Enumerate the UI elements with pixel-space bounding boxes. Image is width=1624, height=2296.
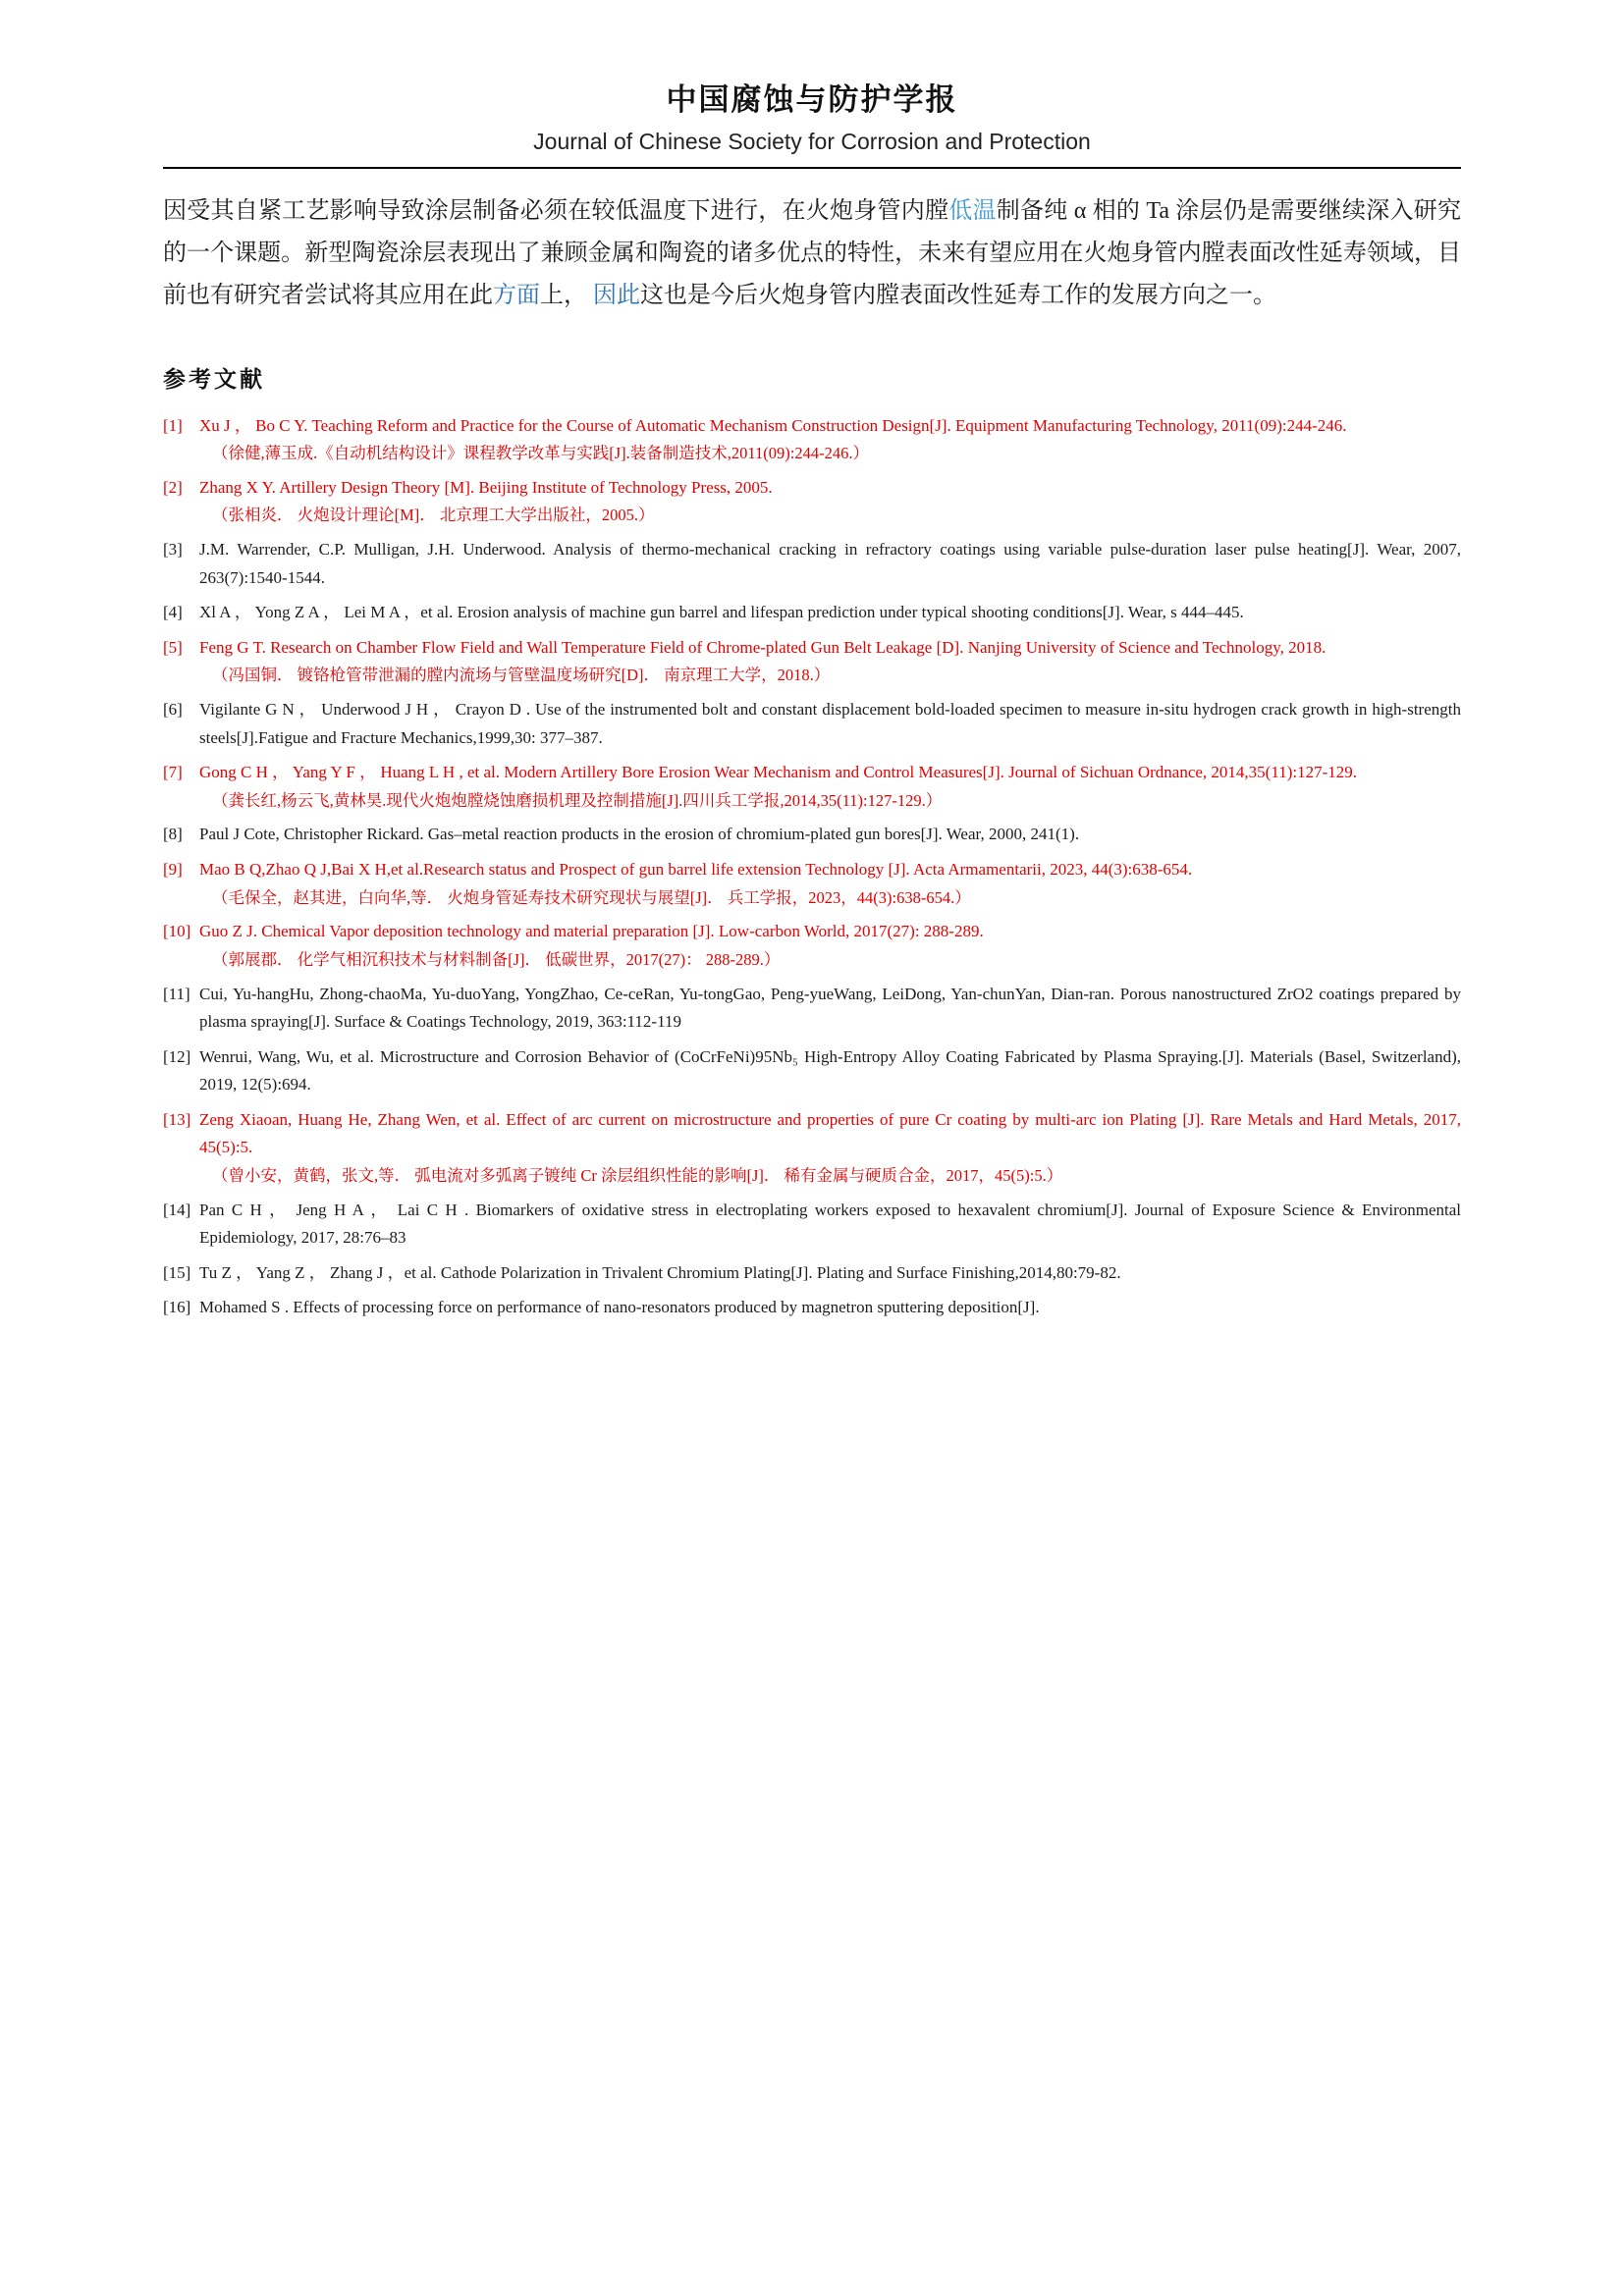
paragraph-segment: 这也是今后火炮身管内膛表面改性延寿工作的发展方向之一。	[640, 283, 1276, 309]
reference-chinese-translation: （张相炎． 火炮设计理论[M]． 北京理工大学出版社，2005.）	[212, 506, 655, 525]
reference-chinese-translation: （龚长红,杨云飞,黄林昊.现代火炮炮膛烧蚀磨损机理及控制措施[J].四川兵工学报,2014,35(11):127-129.）	[212, 790, 943, 810]
journal-title-english: Journal of Chinese Society for Corrosion and Protection	[533, 129, 1091, 154]
reference-text: Xl A ， Yong Z A ， Lei M A ，et al. Erosion analysis of machine gun barrel and lifespan prediction under typical shooting conditions[J]. Wear, s 444–445.	[199, 603, 1244, 622]
reference-number: [5]	[163, 637, 183, 657]
reference-item	[163, 1197, 1461, 1253]
paragraph-segment: 因受其自紧工艺影响导致涂层制备必须在较低温度下进行，在火炮身管内膛	[163, 198, 949, 224]
reference-number: [13]	[163, 1109, 191, 1129]
paragraph-segment: 制备纯 α 相的 Ta 涂层仍是需要继续深入研究的一个课题。新型陶瓷涂层表现出了兼顾金属和陶瓷的诸多优点的特性，未来有望应用在火炮身管内膛表面改性延寿领域，目前也有研究者尝试将其应用在此	[163, 198, 1462, 309]
reference-number: [3]	[163, 540, 183, 560]
reference-chinese-translation: （曾小安，黄鹤，张文,等． 弧电流对多弧离子镀纯 Cr 涂层组织性能的影响[J]． 稀有金属与硬质合金，2017，45(5):5.）	[212, 1165, 1063, 1185]
reference-number: [16]	[163, 1298, 191, 1317]
reference-chinese-translation: （毛保全，赵其进，白向华,等． 火炮身管延寿技术研究现状与展望[J]． 兵工学报，2023，44(3):638-654.）	[212, 887, 971, 907]
reference-item	[163, 412, 1461, 467]
reference-chinese-translation: （郭展郡． 化学气相沉积技术与材料制备[J]． 低碳世界，2017(27)： 288-289.）	[212, 949, 781, 969]
paragraph-segment: 因此	[593, 283, 640, 309]
reference-text: Paul J Cote, Christopher Rickard. Gas–metal reaction products in the erosion of chromium-plated gun bores[J]. Wear, 2000, 241(1).	[199, 825, 1080, 844]
reference-number: [8]	[163, 825, 183, 844]
reference-item	[163, 856, 1461, 911]
paragraph-segment: 方面	[493, 283, 540, 309]
reference-number: [14]	[163, 1200, 191, 1219]
reference-number: [4]	[163, 603, 183, 622]
reference-item	[163, 759, 1461, 814]
reference-text: Wenrui, Wang, Wu, et al. Microstructure and Corrosion Behavior of (CoCrFeNi)95Nb₅ High-Entropy Alloy Coating Fabricated by Plasma Spraying.[J]. Materials (Basel, Switzerland), 2019, 12(5):694.	[199, 1046, 1461, 1095]
reference-chinese-translation: （冯国铜． 镀铬枪管带泄漏的膛内流场与管壁温度场研究[D]． 南京理工大学，2018.）	[212, 666, 831, 685]
journal-header	[163, 75, 1461, 169]
reference-number: [7]	[163, 763, 183, 782]
reference-text: Gong C H ， Yang Y F ， Huang L H , et al. Modern Artillery Bore Erosion Wear Mechanism and Control Measures[J]. Journal of Sichuan Ordnance, 2014,35(11):127-129.	[199, 763, 1357, 782]
reference-item	[163, 634, 1461, 689]
reference-text: Vigilante G N ， Underwood J H ， Crayon D . Use of the instrumented bolt and constant displacement bold-loaded specimen to measure in-situ hydrogen crack growth in high-strength steels[J].Fatigue and Fracture Mechanics,1999,30: 377–387.	[199, 700, 1461, 747]
reference-number: [15]	[163, 1262, 191, 1282]
reference-number: [12]	[163, 1046, 191, 1066]
reference-number: [9]	[163, 859, 183, 879]
reference-number: [10]	[163, 922, 191, 941]
header-divider	[163, 167, 1461, 169]
reference-item	[163, 1294, 1461, 1322]
reference-item	[163, 1043, 1461, 1099]
reference-item	[163, 536, 1461, 592]
reference-number: [1]	[163, 415, 183, 435]
reference-item	[163, 918, 1461, 973]
reference-text: Xu J ， Bo C Y. Teaching Reform and Practice for the Course of Automatic Mechanism Construction Design[J]. Equipment Manufacturing Technology, 2011(09):244-246.	[199, 415, 1347, 435]
reference-text: Feng G T. Research on Chamber Flow Field and Wall Temperature Field of Chrome-plated Gun Belt Leakage [D]. Nanjing University of Science and Technology, 2018.	[199, 637, 1326, 657]
reference-item	[163, 696, 1461, 752]
references-heading: 参考文献	[163, 366, 265, 392]
reference-item	[163, 599, 1461, 627]
reference-text: J.M. Warrender, C.P. Mulligan, J.H. Underwood. Analysis of thermo-mechanical cracking in refractory coatings using variable pulse-duration laser pulse heating[J]. Wear, 2007, 263(7):1540-1544.	[199, 540, 1461, 587]
reference-chinese-translation: （徐健,薄玉成.《自动机结构设计》课程教学改革与实践[J].装备制造技术,2011(09):244-246.）	[212, 444, 869, 463]
journal-title-chinese: 中国腐蚀与防护学报	[666, 82, 958, 117]
reference-item	[163, 1106, 1461, 1190]
reference-text: Mohamed S . Effects of processing force on performance of nano-resonators produced by magnetron sputtering deposition[J].	[199, 1298, 1040, 1317]
reference-item	[163, 474, 1461, 529]
reference-text: Cui, Yu-hangHu, Zhong-chaoMa, Yu-duoYang, YongZhao, Ce-ceRan, Yu-tongGao, Peng-yueWang, LeiDong, Yan-chunYan, Dian-ran. Porous nanostructured ZrO2 coatings prepared by plasma spraying[J]. Surface & Coatings Technology, 2019, 363:112-119	[199, 984, 1461, 1032]
reference-text: Zeng Xiaoan, Huang He, Zhang Wen, et al. Effect of arc current on microstructure and properties of pure Cr coating by multi-arc ion Plating [J]. Rare Metals and Hard Metals, 2017, 45(5):5.	[199, 1109, 1461, 1157]
reference-number: [6]	[163, 700, 183, 720]
paragraph-segment: 低温	[948, 198, 997, 224]
references-list	[163, 412, 1461, 1322]
reference-text: Mao B Q,Zhao Q J,Bai X H,et al.Research status and Prospect of gun barrel life extension Technology [J]. Acta Armamentarii, 2023, 44(3):638-654.	[199, 859, 1193, 879]
reference-item	[163, 981, 1461, 1037]
reference-item	[163, 821, 1461, 849]
body-paragraph	[163, 190, 1461, 318]
reference-number: [11]	[163, 984, 190, 1003]
reference-number: [2]	[163, 477, 183, 497]
reference-text: Guo Z J. Chemical Vapor deposition technology and material preparation [J]. Low-carbon World, 2017(27): 288-289.	[199, 922, 984, 941]
reference-text: Zhang X Y. Artillery Design Theory [M]. Beijing Institute of Technology Press, 2005.	[199, 477, 773, 497]
paragraph-segment: 上，	[540, 283, 593, 309]
reference-item	[163, 1259, 1461, 1288]
reference-text: Tu Z ， Yang Z ， Zhang J ，et al. Cathode Polarization in Trivalent Chromium Plating[J]. Plating and Surface Finishing,2014,80:79-82.	[199, 1262, 1121, 1282]
reference-text: Pan C H ， Jeng H A ， Lai C H . Biomarkers of oxidative stress in electroplating workers exposed to hexavalent chromium[J]. Journal of Exposure Science & Environmental Epidemiology, 2017, 28:76–83	[199, 1200, 1461, 1248]
